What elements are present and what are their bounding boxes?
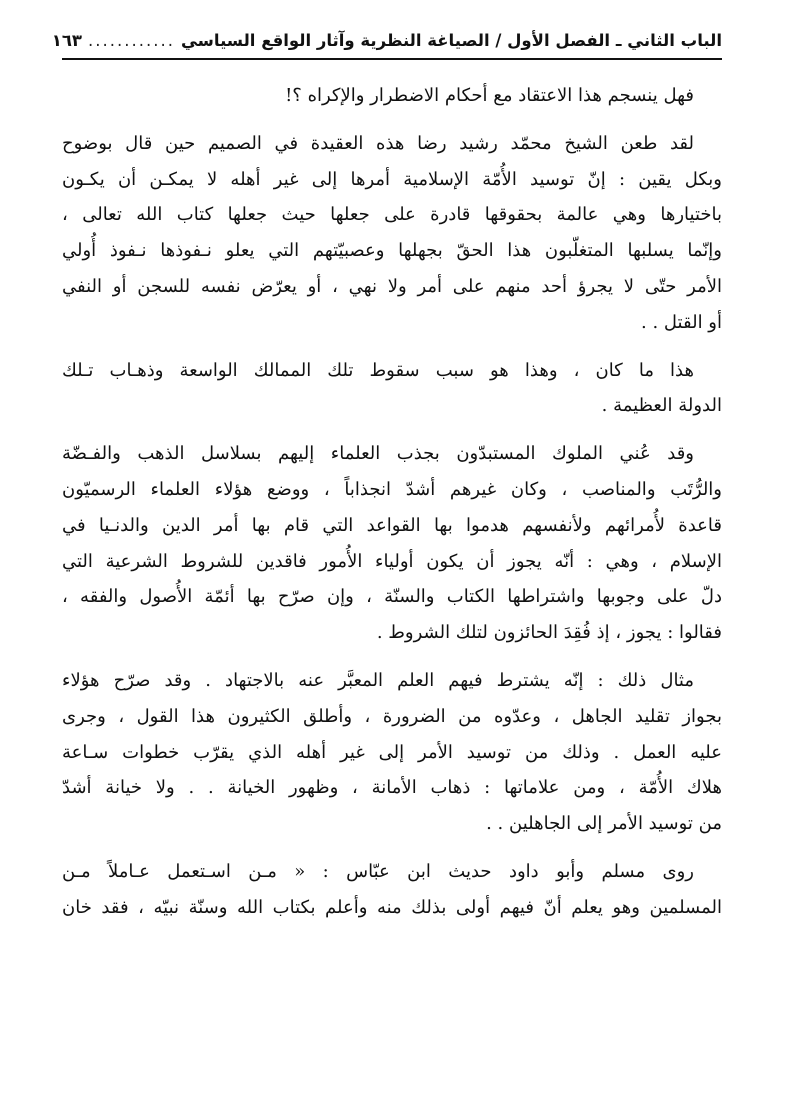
paragraph — [62, 663, 722, 842]
text-line: من توسيد الأمر إلى الجاهلين . . — [486, 813, 722, 835]
paragraph — [62, 436, 722, 651]
text-line: أو القتل . . — [641, 311, 722, 333]
text-line: بجواز تقليد الجاهل ، وعدّوه من الضرورة ، وأطلق الكثيرون هذا القول ، وجرى — [62, 705, 722, 727]
text-line: وقد عُني الملوك المستبدّون بجذب العلماء إليهم بسلاسل الذهب والفـضّة — [62, 443, 694, 465]
book-page — [51, 30, 723, 926]
text-line: قاعدة لأُمرائهم ولأنفسهم هدموا بها القواعد التي قام بها أمر الدين والدنـيا في — [62, 514, 722, 536]
body-text — [62, 78, 722, 926]
text-line: دلّ على وجوبها واشتراطها الكتاب والسنّة ، وإن صرّح بها أئمّة الأُصول والفقه ، — [62, 586, 722, 608]
text-line: فقالوا : يجوز ، إذ فُقِدَ الحائزون لتلك الشروط . — [376, 622, 722, 644]
text-line: الأمر حتّى لا يجرؤ أحد منهم على أمر ولا نهي ، أو يعرّض نفسه للسجن أو النفي — [62, 275, 722, 297]
text-line: باختيارها وهي عالمة بحقوقها قادرة على جعلها حيث جعلها كتاب الله تعالى ، — [62, 204, 722, 226]
chapter-title: الباب الثاني ـ الفصل الأول / الصياغة النظرية وآثار الواقع السياسي — [180, 31, 722, 50]
paragraph — [62, 78, 722, 114]
paragraph — [62, 353, 722, 425]
text-line: مثال ذلك : إنّه يشترط فيهم العلم المعبَّر عنه بالاجتهاد . وقد صرّح هؤلاء — [62, 669, 694, 691]
text-line: الإسلام ، وهي : أنّه يجوز أن يكون أولياء الأُمور فاقدين للشروط الشرعية التي — [62, 550, 722, 572]
running-header — [51, 30, 722, 60]
text-line: فهل ينسجم هذا الاعتقاد مع أحكام الاضطرار والإكراه ؟! — [285, 85, 694, 106]
page-number: ١٦٣ — [51, 31, 82, 50]
text-line: المسلمين وهو يعلم أنّ فيهم أولى بذلك منه وأعلم بكتاب الله وسنّة نبيّه ، فقد خان — [62, 896, 722, 918]
paragraph — [62, 854, 722, 926]
paragraph — [62, 126, 722, 341]
text-line: وإنّما يسلبها المتغلّبون هذا الحقّ بجهلها وعصبيّتهم التي يعلو نـفوذها نـفوذ أُولي — [62, 240, 722, 262]
text-line: هذا ما كان ، وهذا هو سبب سقوط تلك الممالك الواسعة وذهـاب تـلك — [62, 359, 694, 381]
text-line: هلاك الأُمّة ، ومن علاماتها : ذهاب الأمانة ، وظهور الخيانة . . ولا خيانة أشدّ — [62, 777, 722, 799]
text-line: والرُّتَب والمناصب ، وكان غيرهم أشدّ انجذاباً ، ووضع هؤلاء العلماء الرسميّون — [62, 478, 723, 500]
text-line: روى مسلم وأبو داود حديث ابن عبّاس : « مـن اسـتعمل عـاملاً مـن — [62, 860, 694, 882]
text-line: عليه العمل . وذلك من توسيد الأمر إلى غير أهله الذي يقرّب خطوات سـاعة — [62, 741, 722, 763]
text-line: وبكل يقين : إنّ توسيد الأُمّة الإسلامية أمرها إلى غير أهله لا يمكـن أن يكـون — [62, 168, 722, 190]
leader-dots: ............ — [88, 31, 175, 50]
text-line: الدولة العظيمة . — [601, 395, 722, 417]
text-line: لقد طعن الشيخ محمّد رشيد رضا هذه العقيدة في الصميم حين قال بوضوح — [62, 132, 694, 154]
